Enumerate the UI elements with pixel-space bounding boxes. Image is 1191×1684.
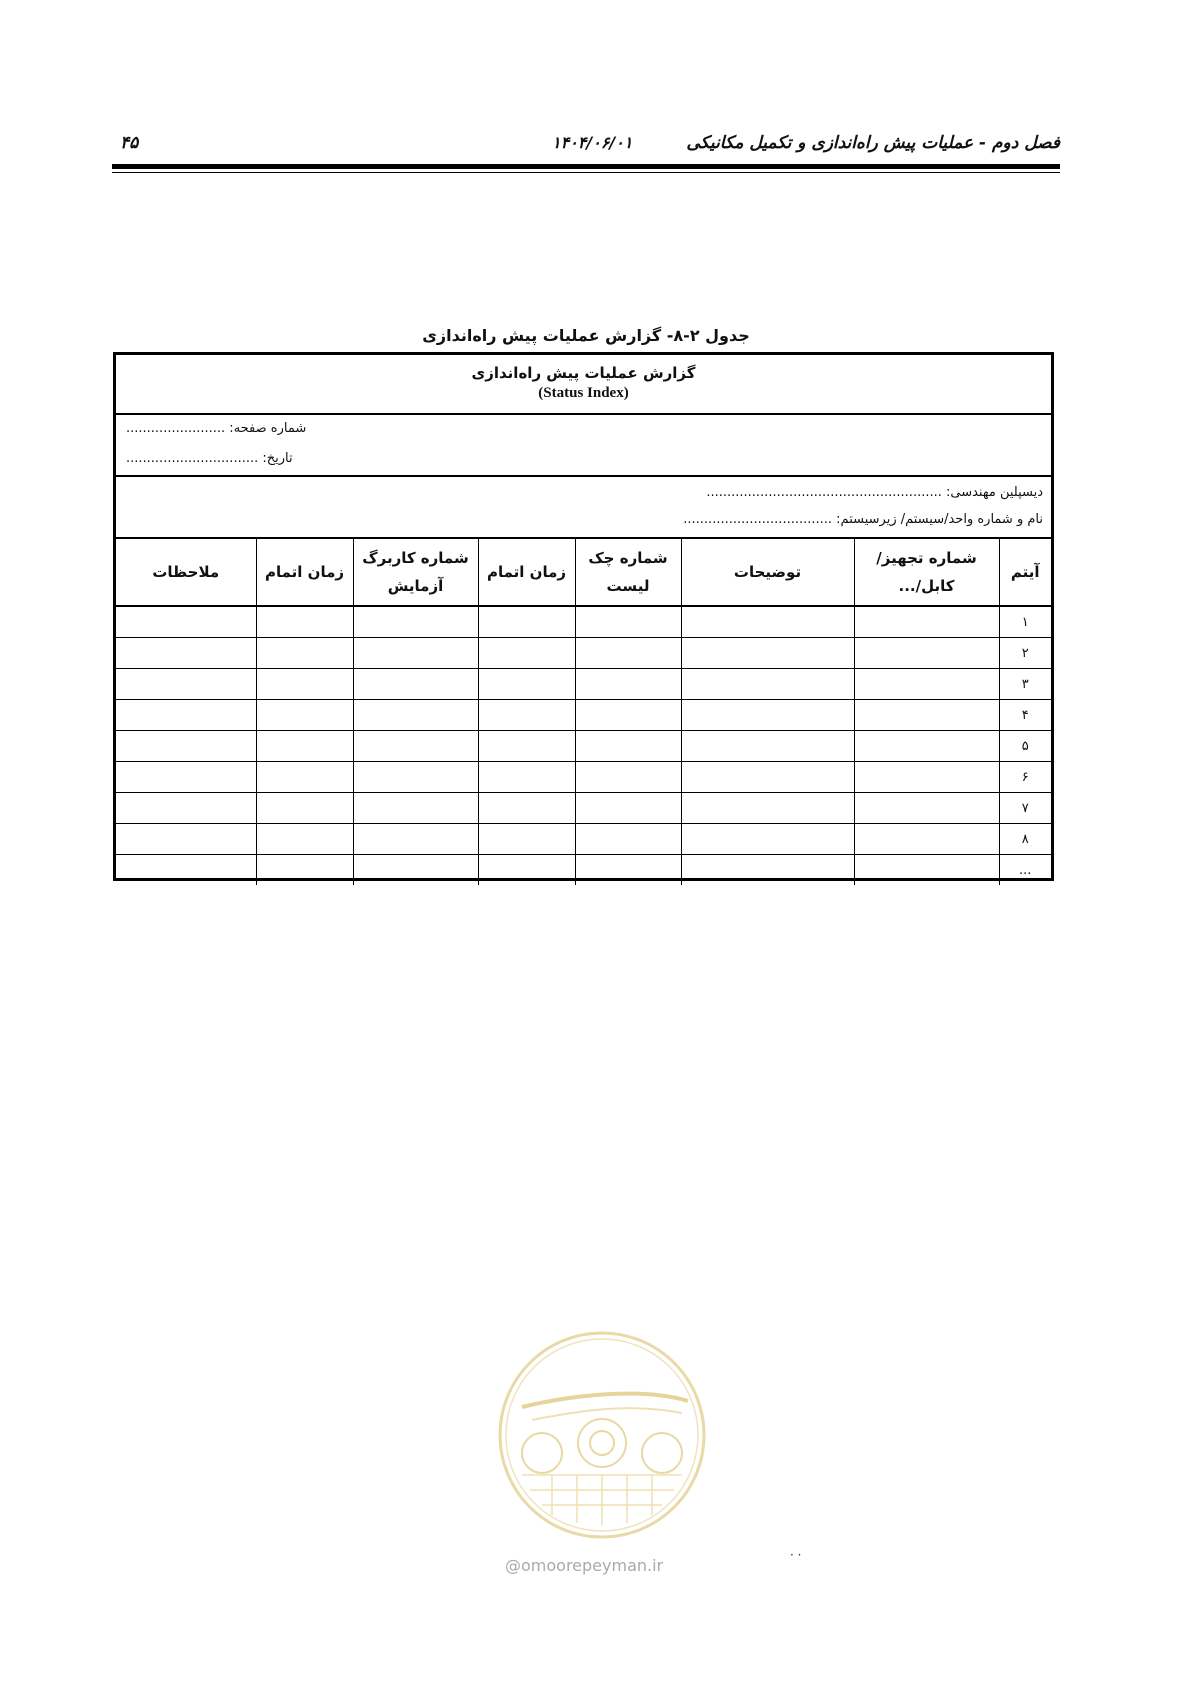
empty-cell <box>353 638 478 669</box>
empty-cell <box>116 793 256 824</box>
row-item-number: ۸ <box>999 824 1051 855</box>
column-header-completion-time-2: زمان اتمام <box>256 539 353 606</box>
date-field: تاریخ: ................................ <box>126 451 293 466</box>
empty-cell <box>575 669 681 700</box>
table-row <box>116 669 1051 700</box>
empty-cell <box>256 606 353 638</box>
empty-cell <box>681 855 854 886</box>
table-row <box>116 762 1051 793</box>
empty-cell <box>256 762 353 793</box>
empty-cell <box>116 824 256 855</box>
status-index-form <box>113 352 1054 881</box>
row-item-number: ... <box>999 855 1051 886</box>
empty-cell <box>575 824 681 855</box>
empty-cell <box>854 824 999 855</box>
column-header-description: توضیحات <box>681 539 854 606</box>
empty-cell <box>353 762 478 793</box>
unit-system-field: نام و شماره واحد/سیستم/ زیرسیستم: .................................... <box>683 512 1043 527</box>
empty-cell <box>575 762 681 793</box>
footer-dots: · · <box>790 1548 802 1562</box>
empty-cell <box>478 606 575 638</box>
empty-cell <box>854 855 999 886</box>
empty-cell <box>575 731 681 762</box>
table-row <box>116 606 1051 638</box>
empty-cell <box>478 762 575 793</box>
status-table <box>116 539 1051 885</box>
column-header-test-sheet-no: شماره کاربرگ آزمایش <box>353 539 478 606</box>
empty-cell <box>854 606 999 638</box>
page-header <box>112 133 1060 157</box>
empty-cell <box>478 638 575 669</box>
row-item-number: ۱ <box>999 606 1051 638</box>
row-item-number: ۳ <box>999 669 1051 700</box>
chapter-title: فصل دوم - عملیات پیش راه‌اندازی و تکمیل مکانیکی <box>686 133 1060 153</box>
discipline-field: دیسپلین مهندسی: ......................................................... <box>706 485 1043 500</box>
page-number-field: شماره صفحه: ........................ <box>126 421 307 436</box>
empty-cell <box>681 638 854 669</box>
empty-cell <box>353 855 478 886</box>
website-text: @omoorepeyman.ir <box>505 1556 664 1575</box>
row-item-number: ۷ <box>999 793 1051 824</box>
table-row <box>116 731 1051 762</box>
empty-cell <box>256 731 353 762</box>
empty-cell <box>116 762 256 793</box>
empty-cell <box>256 669 353 700</box>
empty-cell <box>854 669 999 700</box>
empty-cell <box>575 638 681 669</box>
empty-cell <box>478 793 575 824</box>
table-row <box>116 700 1051 731</box>
empty-cell <box>854 793 999 824</box>
row-item-number: ۴ <box>999 700 1051 731</box>
empty-cell <box>478 700 575 731</box>
empty-cell <box>353 606 478 638</box>
table-row <box>116 824 1051 855</box>
empty-cell <box>681 731 854 762</box>
empty-cell <box>681 793 854 824</box>
empty-cell <box>353 824 478 855</box>
page-number: ۴۵ <box>120 133 139 153</box>
header-date: ۱۴۰۴/۰۶/۰۱ <box>552 133 633 152</box>
form-title: گزارش عملیات پیش راه‌اندازی <box>471 364 696 382</box>
empty-cell <box>854 762 999 793</box>
empty-cell <box>478 824 575 855</box>
empty-cell <box>116 731 256 762</box>
column-header-item: آیتم <box>999 539 1051 606</box>
empty-cell <box>575 793 681 824</box>
header-rule-thick <box>112 164 1060 169</box>
empty-cell <box>854 700 999 731</box>
header-rule-thin <box>112 172 1060 173</box>
empty-cell <box>681 824 854 855</box>
table-row <box>116 793 1051 824</box>
table-header-row <box>116 539 1051 606</box>
empty-cell <box>854 638 999 669</box>
empty-cell <box>116 669 256 700</box>
empty-cell <box>116 606 256 638</box>
table-row <box>116 638 1051 669</box>
form-title-box <box>116 355 1051 415</box>
row-item-number: ۵ <box>999 731 1051 762</box>
form-subtitle: (Status Index) <box>538 385 629 401</box>
omoorepeyman-logo <box>492 1325 712 1545</box>
discipline-section <box>116 477 1051 539</box>
empty-cell <box>116 855 256 886</box>
empty-cell <box>681 762 854 793</box>
empty-cell <box>256 700 353 731</box>
empty-cell <box>353 700 478 731</box>
empty-cell <box>478 669 575 700</box>
empty-cell <box>116 700 256 731</box>
empty-cell <box>256 638 353 669</box>
empty-cell <box>116 638 256 669</box>
column-header-completion-time: زمان اتمام <box>478 539 575 606</box>
empty-cell <box>681 700 854 731</box>
column-header-remarks: ملاحظات <box>116 539 256 606</box>
empty-cell <box>353 731 478 762</box>
row-item-number: ۶ <box>999 762 1051 793</box>
column-header-equipment-no: شماره تجهیز/کابل/... <box>854 539 999 606</box>
empty-cell <box>854 731 999 762</box>
empty-cell <box>575 700 681 731</box>
empty-cell <box>575 855 681 886</box>
empty-cell <box>256 855 353 886</box>
column-header-checklist-no: شماره چک لیست <box>575 539 681 606</box>
empty-cell <box>353 793 478 824</box>
table-caption: جدول ۲-۸- گزارش عملیات پیش راه‌اندازی <box>422 326 750 345</box>
empty-cell <box>681 606 854 638</box>
empty-cell <box>681 669 854 700</box>
row-item-number: ۲ <box>999 638 1051 669</box>
empty-cell <box>256 793 353 824</box>
table-row <box>116 855 1051 886</box>
empty-cell <box>256 824 353 855</box>
empty-cell <box>575 606 681 638</box>
empty-cell <box>478 731 575 762</box>
empty-cell <box>478 855 575 886</box>
empty-cell <box>353 669 478 700</box>
page-date-section <box>116 415 1051 477</box>
